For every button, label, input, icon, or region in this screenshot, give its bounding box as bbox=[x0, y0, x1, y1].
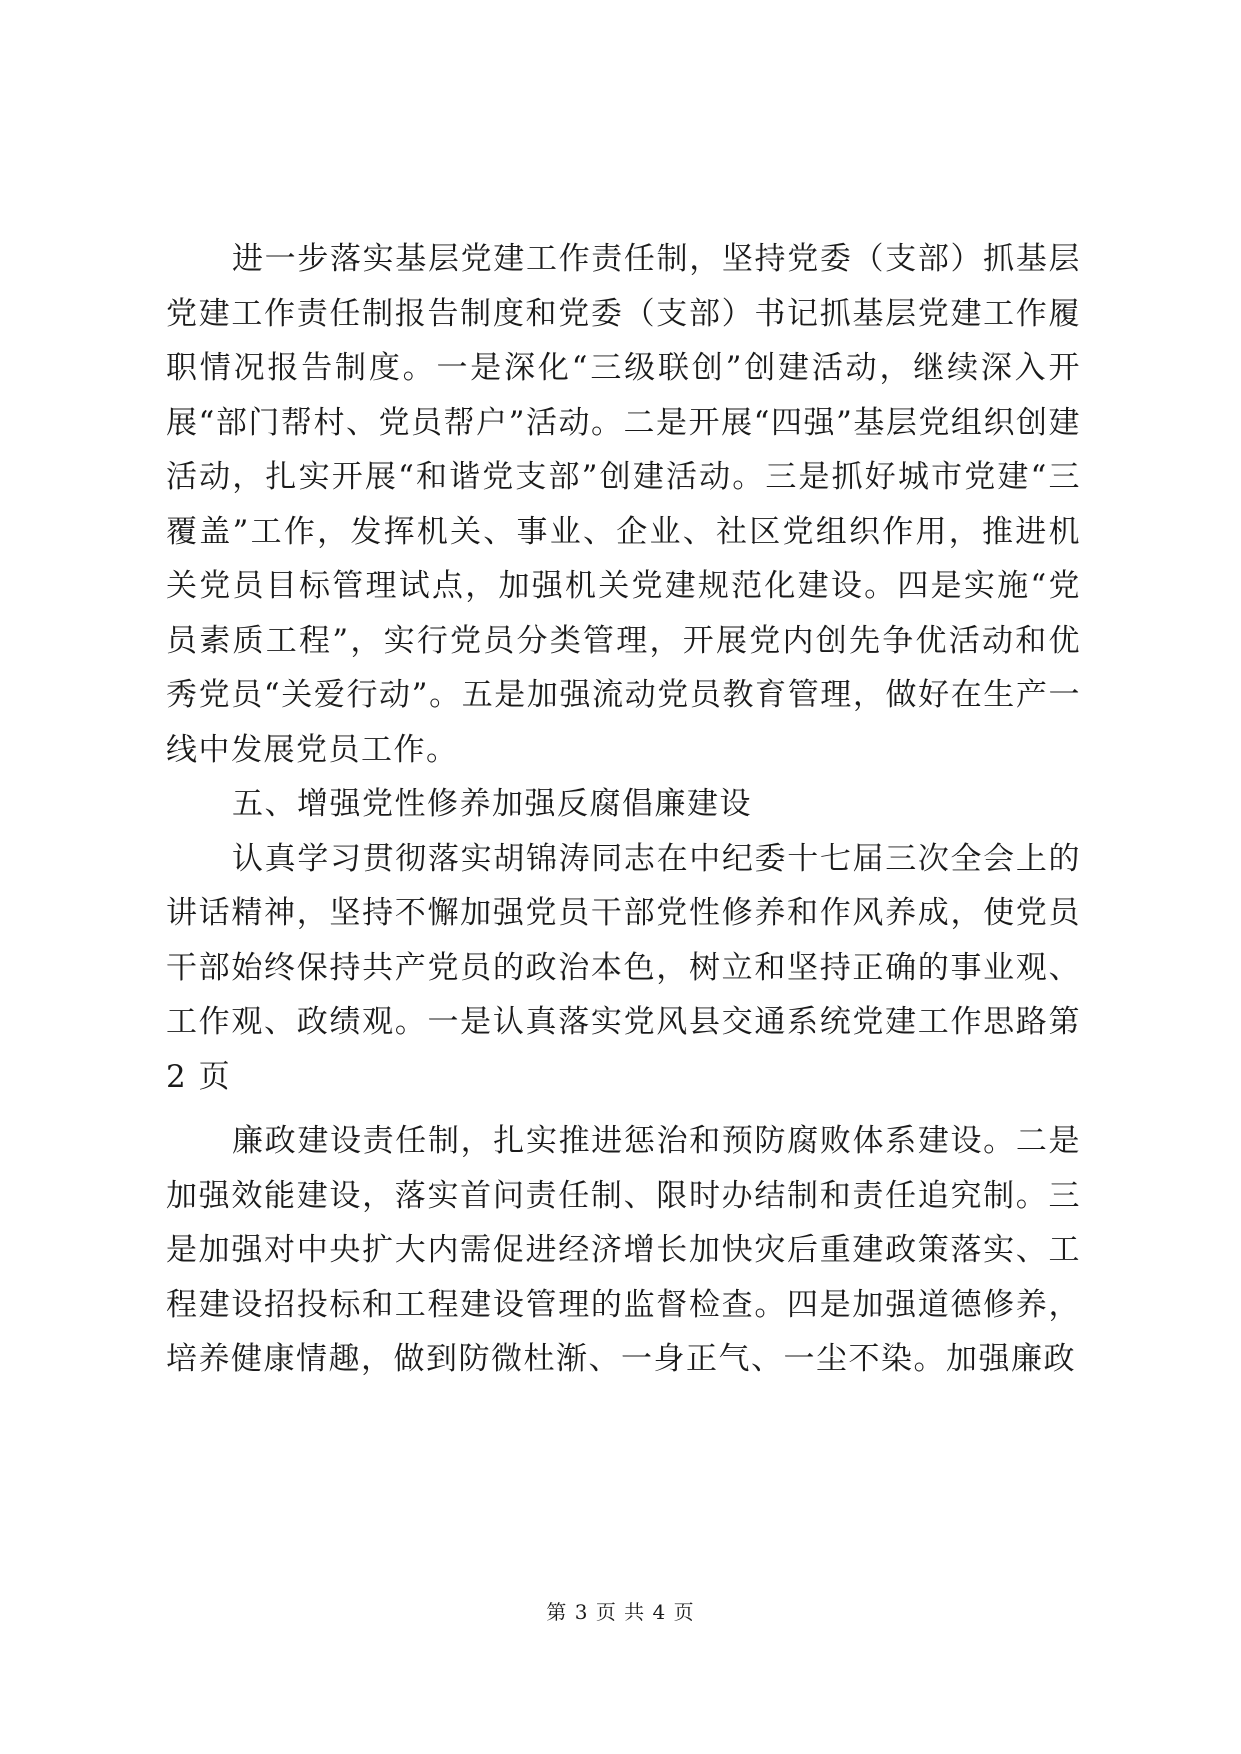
paragraph-party-building-responsibility: 进一步落实基层党建工作责任制，坚持党委（支部）抓基层党建工作责任制报告制度和党委（支部）书记抓基层党建工作履职情况报告制度。一是深化“三级联创”创建活动，继续深入开展“部门帮村、党员帮户”活动。二是开展“四强”基层党组织创建活动，扎实开展“和谐党支部”创建活动。三是抓好城市党建“三覆盖”工作，发挥机关、事业、企业、社区党组织作用，推进机关党员目标管理试点，加强机关党建规范化建设。四是实施“党员素质工程”，实行党员分类管理，开展党内创先争优活动和优秀党员“关爱行动”。五是加强流动党员教育管理，做好在生产一线中发展党员工作。 bbox=[166, 241, 1081, 768]
paragraph-integrity-building: 廉政建设责任制，扎实推进惩治和预防腐败体系建设。二是加强效能建设，落实首问责任制、限时办结制和责任追究制。三是加强对中央扩大内需促进经济增长加快灾后重建政策落实、工程建设招投标和工程建设管理的监督检查。四是加强道德修养，培养健康情趣，做到防微杜渐、一身正气、一尘不染。加强廉政 bbox=[166, 1123, 1081, 1377]
section-heading-anti-corruption: 五、增强党性修养加强反腐倡廉建设 bbox=[232, 786, 752, 822]
paragraph-party-spirit-study: 认真学习贯彻落实胡锦涛同志在中纪委十七届三次全会上的讲话精神，坚持不懈加强党员干部党性修养和作风养成，使党员干部始终保持共产党员的政治本色，树立和坚持正确的事业观、工作观、政绩观。一是认真落实党风县交通系统党建工作思路第 2 页 bbox=[166, 840, 1081, 1095]
document-body bbox=[166, 232, 1081, 1387]
page-number-footer: 第 3 页 共 4 页 bbox=[546, 1600, 695, 1624]
